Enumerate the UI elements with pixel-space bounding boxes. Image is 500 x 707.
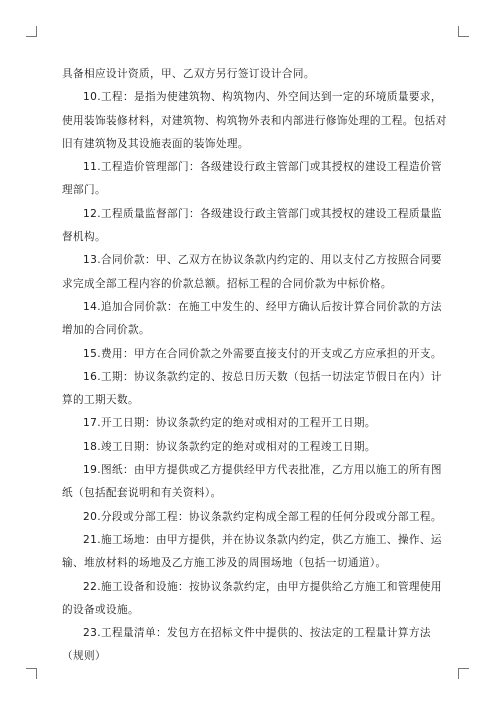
crop-mark-top-right [458,26,469,37]
paragraph-item-13: 13.合同价款：甲、乙双方在协议条款内约定的、用以支付乙方按照合同要求完成全部工程内容的价款总额。招标工程的合同价款为中标价格。 [62,254,442,290]
paragraph-item-10: 10.工程：是指为使建筑物、构筑物内、外空间达到一定的环境质量要求，使用装饰装修材料，对建筑物、构筑物外表和内部进行修饰处理的工程。包括对旧有建筑物及其设施表面的装饰处理。 [62,91,447,150]
paragraph-item-11: 11.工程造价管理部门：各级建设行政主管部门或其授权的建设工程造价管理部门。 [62,161,442,197]
paragraph-item-21: 21.施工场地：由甲方提供，并在协议条款内约定，供乙方施工、操作、运输、堆放材料的场地及乙方施工涉及的周围场地（包括一切通道）。 [62,533,442,570]
paragraph-continuation: 具备相应设计资质，甲、乙双方另行签订设计合同。 [62,68,315,80]
crop-mark-bottom-left [26,668,37,679]
document-body [62,63,447,669]
paragraph-item-12: 12.工程质量监督部门：各级建设行政主管部门或其授权的建设工程质量监督机构。 [62,207,442,244]
paragraph-item-14: 14.追加合同价款：在施工中发生的、经甲方确认后按计算合同价款的方法增加的合同价款。 [62,300,442,337]
paragraph-item-20: 20.分段或分部工程：协议条款约定构成全部工程的任何分段或分部工程。 [83,510,442,523]
paragraph-item-22: 22.施工设备和设施：按协议条款约定，由甲方提供给乙方施工和管理使用的设备或设施。 [62,580,442,616]
paragraph-item-19: 19.图纸：由甲方提供或乙方提供经甲方代表批准，乙方用以施工的所有图纸（包括配套说明和有关资料）。 [62,464,442,500]
crop-mark-top-left [26,26,37,37]
paragraph-item-18: 18.竣工日期：协议条款约定的绝对或相对的工程竣工日期。 [83,440,376,453]
paragraph-item-17: 17.开工日期：协议条款约定的绝对或相对的工程开工日期。 [83,417,376,430]
paragraph-item-16: 16.工期：协议条款约定的、按总日历天数（包括一切法定节假日在内）计算的工期天数。 [62,370,442,407]
crop-mark-bottom-right [458,668,469,679]
paragraph-item-15: 15.费用：甲方在合同价款之外需要直接支付的开支或乙方应承担的开支。 [83,347,442,360]
paragraph-item-23: 23.工程量清单：发包方在招标文件中提供的、按法定的工程量计算方法（规则） [62,627,431,663]
